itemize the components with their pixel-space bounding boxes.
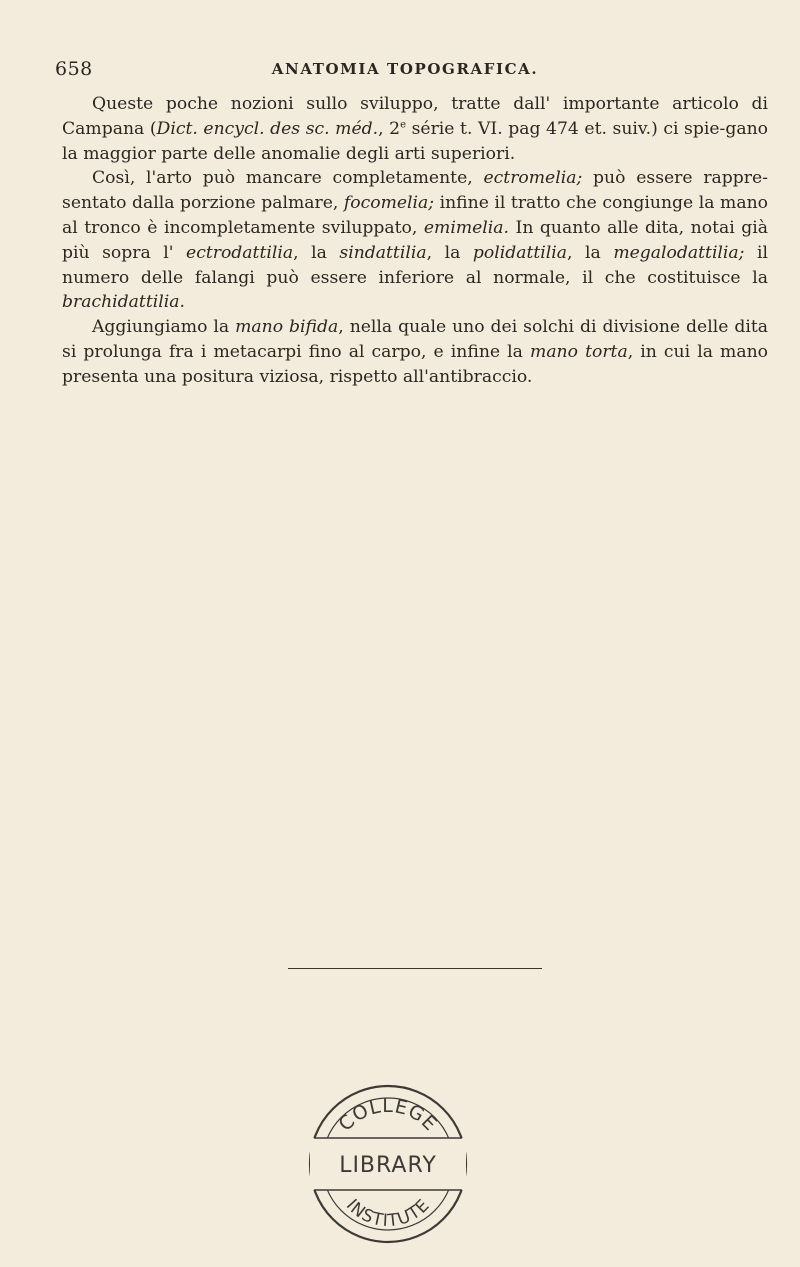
text-run: In quanto alle dita, notai già più sopra l' (62, 217, 768, 263)
text-run: il numero delle falangi può essere inferiore al normale, il che costituisce la (62, 242, 768, 288)
italic-term: mano bifida (235, 317, 339, 338)
superscript: e (400, 119, 407, 131)
paragraph (62, 92, 768, 166)
paragraph (62, 315, 768, 389)
page-number: 658 (55, 58, 93, 80)
italic-term: emimelia. (423, 217, 510, 238)
text-run: , la (426, 242, 473, 263)
library-stamp-seal (306, 1080, 470, 1248)
italic-term: brachidattilia. (62, 292, 185, 313)
text-run: Queste poche nozioni sullo sviluppo, tratte dall' importante articolo di Campana ( (62, 94, 768, 139)
text-run: Così, l'arto può mancare completamente, (92, 168, 484, 189)
text-run: , la (567, 242, 614, 263)
section-divider (288, 968, 542, 969)
paragraph (62, 166, 768, 315)
text-run: , in cui la mano presenta una positura viziosa, rispetto all'antibraccio. (62, 341, 768, 387)
italic-term: sindattilia (339, 242, 427, 263)
text-run: può essere rappre-sentato dalla porzione palmare, (62, 168, 768, 214)
body-text (62, 92, 768, 390)
svg-text:LIBRARY: LIBRARY (339, 1153, 437, 1178)
text-run: , nella quale uno dei solchi di divisione delle dita si prolunga fra i metacarpi fino al carpo, e infine la (62, 317, 768, 362)
italic-term: ectromelia; (483, 168, 583, 189)
text-run: , la (293, 242, 340, 263)
italic-term: ectrodattilia (186, 242, 294, 263)
text-run: Aggiungiamo la (92, 317, 236, 338)
italic-term: Dict. encycl. des sc. méd. (156, 118, 379, 139)
italic-term: polidattilia (472, 242, 568, 263)
italic-term: megalodattilia; (613, 242, 745, 263)
page-header (55, 58, 755, 84)
running-head: ANATOMIA TOPOGRAFICA. (271, 60, 539, 78)
italic-term: focomelia; (343, 193, 435, 214)
text-run: , 2 (378, 118, 401, 139)
text-run: série t. VI. pag 474 et. suiv.) ci spie-gano la maggior parte delle anomalie degli arti superiori. (62, 118, 769, 164)
italic-term: mano torta (530, 341, 628, 362)
svg-text:COLLEGE: COLLEGE (334, 1094, 442, 1136)
svg-text:INSTITUTE: INSTITUTE (341, 1195, 435, 1232)
text-run: infine il tratto che congiunge la mano al tronco è incompletamente sviluppato, (62, 193, 768, 238)
